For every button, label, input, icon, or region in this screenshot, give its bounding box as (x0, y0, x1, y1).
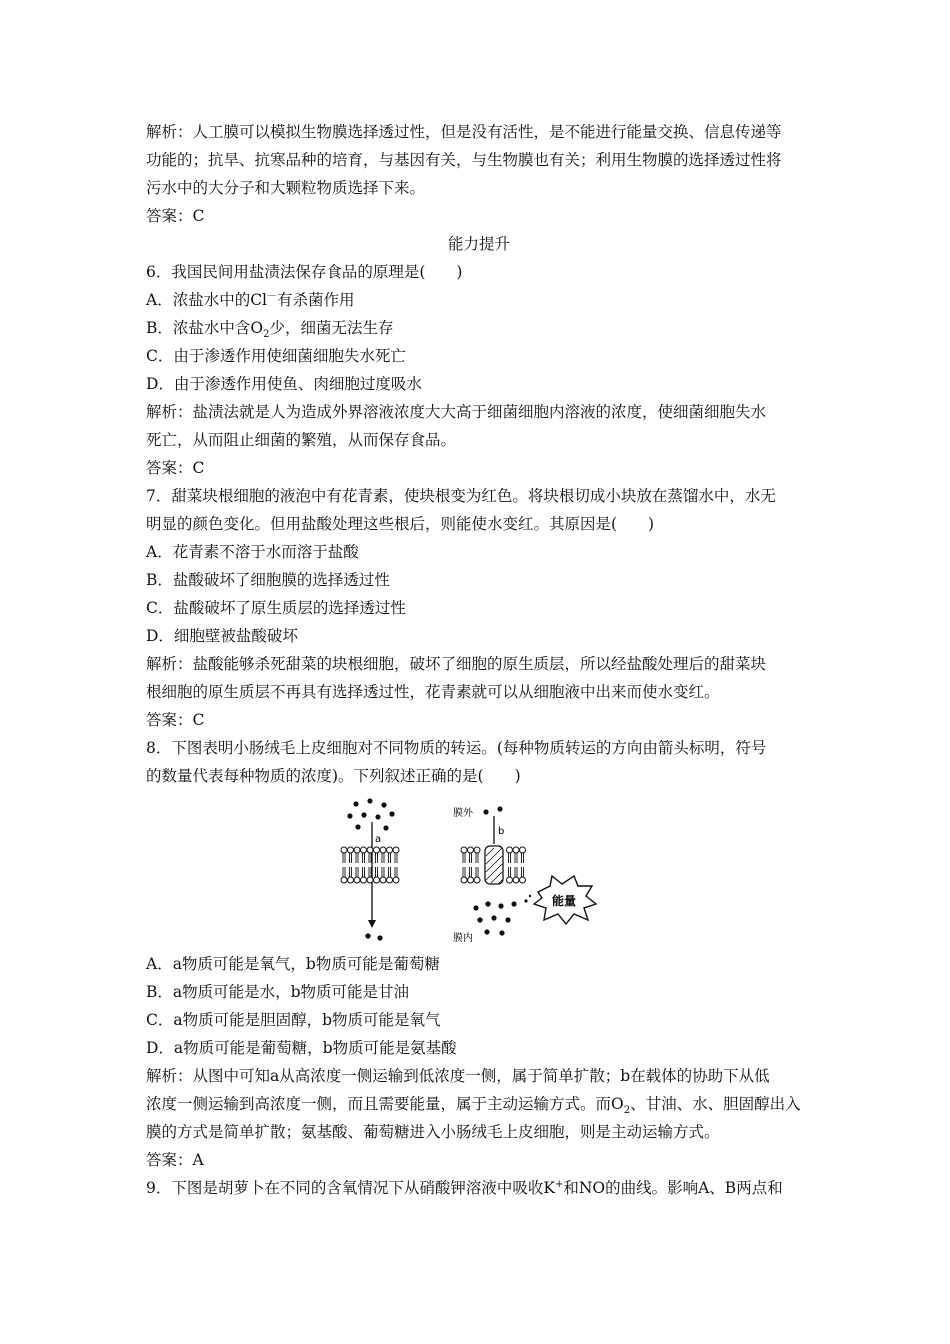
label-inside: 膜内 (453, 933, 473, 944)
particles-a-bottom (365, 933, 382, 940)
q7-analysis: 根细胞的原生质层不再具有选择透过性，花青素就可以从细胞液中出来而使水变红。 (146, 683, 720, 701)
q7-answer: 答案：C (146, 711, 205, 729)
q8-option-c: C．a物质可能是胆固醇，b物质可能是氧气 (146, 1011, 441, 1029)
q9-stem: 9．下图是胡萝卜在不同的含氧情况下从硝酸钾溶液中吸收K+和NO的曲线。影响A、B两点和 (146, 1178, 783, 1197)
text-line: 解析：人工膜可以模拟生物膜选择透过性，但是没有活性，是不能进行能量交换、信息传递等 (146, 123, 782, 141)
label-energy: 能量 (552, 894, 577, 908)
q6-analysis: 死亡，从而阻止细菌的繁殖，从而保存食品。 (146, 431, 457, 449)
particles-a-top (347, 798, 394, 830)
q6-option-c: C．由于渗透作用使细菌细胞失水死亡 (146, 347, 406, 365)
label-outside: 膜外 (453, 808, 473, 819)
text-line: 功能的；抗旱、抗寒品种的培育，与基因有关，与生物膜也有关；利用生物膜的选择透过性将 (146, 151, 782, 169)
q8-analysis: 浓度一侧运输到高浓度一侧，而且需要能量，属于主动运输方式。而$O_2$、甘油、水、胆固醇出入 (146, 1095, 801, 1117)
section-title: 能力提升 (447, 235, 510, 253)
q8-stem: 的数量代表每种物质的浓度)。下列叙述正确的是( ) (146, 767, 521, 785)
membrane-transport-figure (146, 796, 812, 946)
q6-option-b: B．浓盐水中含$O_2$少，细菌无法生存 (146, 319, 394, 341)
q6-answer: 答案：C (146, 459, 205, 477)
q7-analysis: 解析：盐酸能够杀死甜菜的块根细胞，破坏了细胞的原生质层，所以经盐酸处理后的甜菜块 (146, 655, 767, 673)
document-page (146, 118, 812, 1202)
text-line: 污水中的大分子和大颗粒物质选择下来。 (146, 179, 426, 197)
label-b: b (498, 826, 505, 837)
particles-b-top (483, 806, 502, 814)
q8-answer: 答案：A (146, 1151, 204, 1169)
lipid-bilayer (341, 847, 399, 883)
q8-option-b: B．a物质可能是水，b物质可能是甘油 (146, 983, 410, 1001)
q6-stem: 6．我国民间用盐渍法保存食品的原理是( ) (146, 263, 463, 281)
q8-stem: 8．下图表明小肠绒毛上皮细胞对不同物质的转运。(每种物质转运的方向由箭头标明，符号 (146, 739, 767, 757)
q8-option-a: A．a物质可能是氧气，b物质可能是葡萄糖 (146, 955, 440, 973)
q7-option-c: C．盐酸破坏了原生质层的选择透过性 (146, 599, 406, 617)
q7-option-b: B．盐酸破坏了细胞膜的选择透过性 (146, 571, 390, 589)
q6-analysis: 解析：盐渍法就是人为造成外界溶液浓度大大高于细菌细胞内溶液的浓度，使细菌细胞失水 (146, 403, 767, 421)
q8-option-d: D．a物质可能是葡萄糖，b物质可能是氨基酸 (146, 1039, 457, 1057)
answer-line: 答案：C (146, 207, 205, 225)
particles-b-bottom (473, 901, 516, 935)
q8-analysis: 解析：从图中可知a从高浓度一侧运输到低浓度一侧，属于简单扩散；b在载体的协助下从低 (146, 1067, 770, 1085)
label-a: a (375, 834, 382, 845)
q7-option-d: D．细胞壁被盐酸破坏 (146, 627, 298, 645)
q6-option-a: A．浓盐水中的Cl－有杀菌作用 (146, 290, 355, 309)
q6-option-d: D．由于渗透作用使鱼、肉细胞过度吸水 (146, 375, 422, 393)
q7-stem: 7．甜菜块根细胞的液泡中有花青素，使块根变为红色。将块根切成小块放在蒸馏水中，水无 (146, 487, 776, 505)
q7-option-a: A．花青素不溶于水而溶于盐酸 (146, 543, 359, 561)
q8-analysis: 膜的方式是简单扩散；氨基酸、葡萄糖进入小肠绒毛上皮细胞，则是主动运输方式。 (146, 1123, 720, 1141)
q7-stem: 明显的颜色变化。但用盐酸处理这些根后，则能使水变红。其原因是( ) (146, 515, 655, 533)
membrane-diagram (338, 796, 638, 946)
